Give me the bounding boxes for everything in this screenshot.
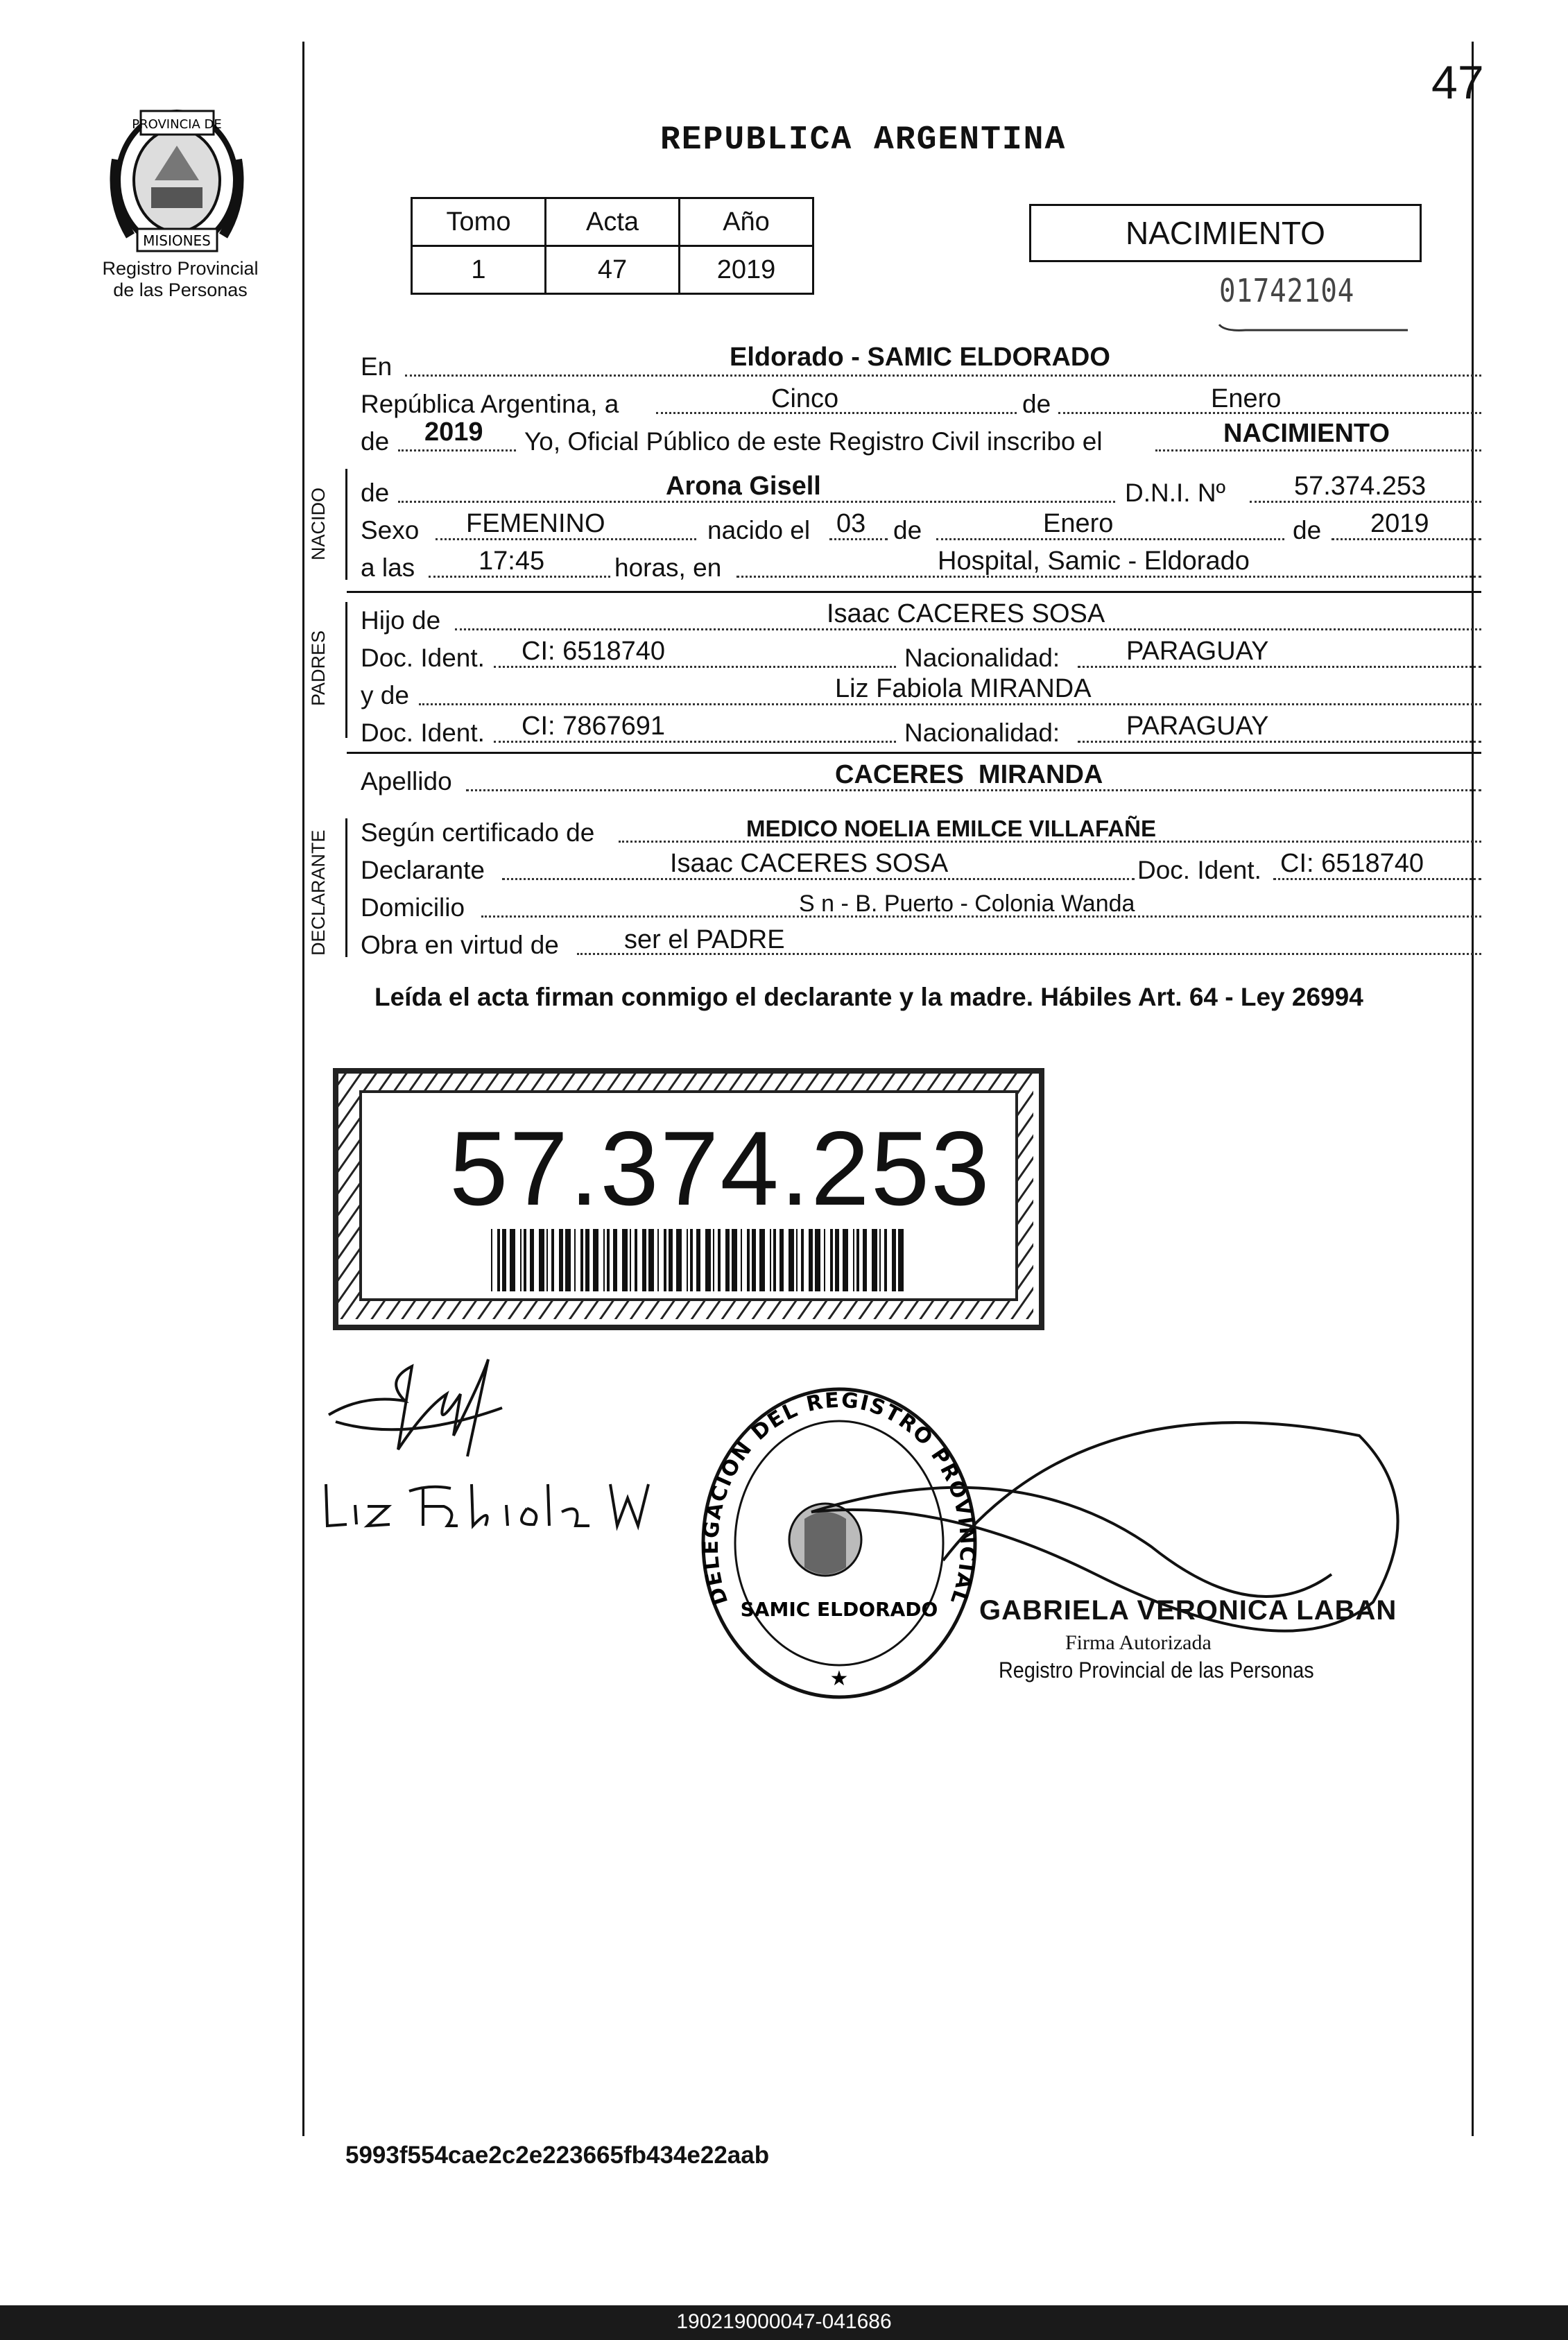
barcode-bar (898, 1229, 904, 1291)
barcode-bar (892, 1229, 896, 1291)
barcode-bar (497, 1229, 500, 1291)
mother-doc-value: CI: 7867691 (522, 712, 666, 741)
logo-caption-line1: Registro Provincial (102, 258, 259, 279)
record-type-box: NACIMIENTO (1029, 204, 1422, 262)
logo-caption-line2: de las Personas (113, 279, 248, 300)
de-label: de (893, 516, 922, 544)
barcode-bar (546, 1229, 548, 1291)
barcode-bar (705, 1229, 711, 1291)
certificado-label: Según certificado de (361, 818, 595, 847)
section-bracket (345, 469, 347, 580)
doc-ident-label: Doc. Ident. (361, 719, 485, 747)
barcode-bar (622, 1229, 628, 1291)
registry-table-cell: 2019 (680, 246, 813, 294)
section-divider (347, 591, 1481, 593)
inscribed-value: NACIMIENTO (1223, 419, 1390, 448)
barcode-bar (539, 1229, 544, 1291)
obra-value: ser el PADRE (624, 925, 785, 954)
birth-month-value: Enero (1043, 509, 1114, 538)
barcode-bar (613, 1229, 617, 1291)
birth-place-value: Hospital, Samic - Eldorado (938, 547, 1250, 576)
section-bracket (345, 818, 347, 957)
barcode-bar (669, 1229, 673, 1291)
serial-underline (1218, 323, 1409, 333)
mother-name-value: Liz Fabiola MIRANDA (835, 674, 1092, 703)
nacionalidad-label: Nacionalidad: (904, 644, 1060, 672)
barcode-bar (856, 1229, 859, 1291)
doc-ident-label: Doc. Ident. (361, 644, 485, 672)
barcode-bar (863, 1229, 867, 1291)
svg-text:DELEGACION DEL REGISTRO PROVIN: DELEGACION DEL REGISTRO PROVINCIAL (698, 1388, 980, 1609)
barcode-bar (559, 1229, 563, 1291)
father-name-value: Isaac CACERES SOSA (827, 599, 1105, 628)
father-doc-value: CI: 6518740 (522, 637, 666, 666)
legal-note: Leída el acta firman conmigo el declarante y la madre. Hábiles Art. 64 - Ley 26994 (374, 983, 1363, 1011)
document-hash: 5993f554cae2c2e223665fb434e22aab (345, 2142, 770, 2169)
barcode-bar (779, 1229, 784, 1291)
section-bracket (345, 602, 347, 738)
horas-label: horas, en (614, 553, 722, 582)
sexo-value: FEMENINO (466, 509, 605, 538)
page-title: REPUBLICA ARGENTINA (660, 121, 1067, 159)
de-label: de (361, 479, 390, 507)
section-label-declarante: DECLARANTE (308, 829, 329, 956)
registry-table-header: Año (680, 198, 813, 246)
barcode-bar (510, 1229, 515, 1291)
barcode-bar (520, 1229, 522, 1291)
barcode-bar (872, 1229, 877, 1291)
logo-caption (69, 258, 291, 301)
registry-table (411, 197, 814, 295)
father-signature (322, 1352, 516, 1470)
de-label: de (361, 427, 390, 456)
birth-time-value: 17:45 (479, 547, 545, 576)
barcode-bar (801, 1229, 804, 1291)
barcode-bar (630, 1229, 631, 1291)
svg-text:MISIONES: MISIONES (143, 232, 211, 249)
official-office: Registro Provincial de las Personas (999, 1658, 1314, 1683)
barcode-bar (713, 1229, 714, 1291)
nacido-el-label: nacido el (707, 516, 811, 544)
barcode-bar (747, 1229, 750, 1291)
barcode-bar (585, 1229, 589, 1291)
de-label: de (1293, 516, 1322, 544)
place-value: Eldorado - SAMIC ELDORADO (730, 343, 1110, 372)
barcode-bar (607, 1229, 610, 1291)
serial-number: 01742104 (1219, 272, 1355, 309)
dotted-line (405, 375, 1481, 377)
dni-barcode (491, 1229, 910, 1291)
page-number: 47 (1431, 56, 1484, 109)
barcode-bar (603, 1229, 605, 1291)
sexo-label: Sexo (361, 516, 420, 544)
child-name-value: Arona Gisell (666, 472, 821, 501)
barcode-bar (809, 1229, 813, 1291)
barcode-bar (796, 1229, 798, 1291)
section-divider (347, 752, 1481, 754)
certificado-value: MEDICO NOELIA EMILCE VILLAFAÑE (746, 816, 1156, 841)
month-value: Enero (1211, 384, 1282, 413)
barcode-bar (657, 1229, 659, 1291)
barcode-bar (725, 1229, 730, 1291)
hijo-label: Hijo de (361, 606, 441, 635)
barcode-bar (551, 1229, 554, 1291)
left-margin-line (302, 42, 304, 2136)
dni-label: D.N.I. Nº (1125, 479, 1226, 507)
barcode-bar (687, 1229, 688, 1291)
official-name: GABRIELA VERONICA LABAN (979, 1595, 1397, 1626)
barcode-bar (530, 1229, 534, 1291)
y-de-label: y de (361, 681, 409, 709)
barcode-bar (690, 1229, 693, 1291)
barcode-bar (843, 1229, 848, 1291)
svg-text:SAMIC ELDORADO: SAMIC ELDORADO (740, 1598, 938, 1621)
barcode-bar (664, 1229, 666, 1291)
svg-text:★: ★ (829, 1667, 849, 1691)
mother-signature (319, 1463, 666, 1540)
barcode-bar (696, 1229, 700, 1291)
barcode-bar (759, 1229, 765, 1291)
barcode-bar (741, 1229, 742, 1291)
apellido-label: Apellido (361, 767, 452, 795)
barcode-bar (853, 1229, 854, 1291)
oficial-text: Yo, Oficial Público de este Registro Civil inscribo el (524, 427, 1103, 456)
right-margin-line (1472, 42, 1474, 2136)
barcode-bar (732, 1229, 737, 1291)
barcode-bar (770, 1229, 771, 1291)
obra-label: Obra en virtud de (361, 931, 559, 959)
barcode-bar (830, 1229, 833, 1291)
barcode-bar (824, 1229, 825, 1291)
barcode-bar (752, 1229, 756, 1291)
republica-label: República Argentina, a (361, 390, 619, 418)
registry-table-header-row (412, 198, 813, 246)
father-nationality-value: PARAGUAY (1126, 637, 1269, 666)
barcode-bar (580, 1229, 583, 1291)
section-label-padres: PADRES (308, 630, 329, 706)
year-value: 2019 (424, 418, 483, 447)
section-label-nacido: NACIDO (308, 487, 329, 560)
barcode-bar (565, 1229, 571, 1291)
barcode-bar (502, 1229, 506, 1291)
provincial-seal-logo (103, 97, 252, 257)
barcode-bar (773, 1229, 776, 1291)
barcode-bar (884, 1229, 887, 1291)
domicilio-value: S n - B. Puerto - Colonia Wanda (799, 891, 1135, 917)
barcode-bar (491, 1229, 492, 1291)
barcode-bar (635, 1229, 637, 1291)
dni-sticker-number: 57.374.253 (449, 1110, 991, 1228)
dotted-line (398, 449, 516, 451)
bottom-code: 190219000047-041686 (676, 2310, 892, 2333)
registry-table-value-row (412, 246, 813, 294)
declarante-doc-value: CI: 6518740 (1280, 849, 1424, 878)
mother-nationality-value: PARAGUAY (1126, 712, 1269, 741)
barcode-bar (642, 1229, 646, 1291)
barcode-bar (815, 1229, 820, 1291)
child-dni-value: 57.374.253 (1294, 472, 1427, 501)
apellido-value: CACERES MIRANDA (835, 760, 1103, 789)
barcode-bar (835, 1229, 839, 1291)
a-las-label: a las (361, 553, 415, 582)
registry-table-cell: 1 (412, 246, 546, 294)
barcode-bar (718, 1229, 721, 1291)
barcode-bar (789, 1229, 794, 1291)
day-word-value: Cinco (771, 384, 839, 413)
en-label: En (361, 352, 393, 381)
barcode-bar (879, 1229, 881, 1291)
nacionalidad-label: Nacionalidad: (904, 719, 1060, 747)
birth-year-value: 2019 (1370, 509, 1429, 538)
barcode-bar (574, 1229, 576, 1291)
barcode-bar (593, 1229, 598, 1291)
doc-ident-label: Doc. Ident. (1137, 856, 1261, 884)
registry-table-header: Acta (546, 198, 680, 246)
de-label: de (1022, 390, 1051, 418)
official-role: Firma Autorizada (1065, 1631, 1212, 1654)
svg-text:PROVINCIA DE: PROVINCIA DE (132, 117, 222, 132)
registry-table-header: Tomo (412, 198, 546, 246)
barcode-bar (524, 1229, 526, 1291)
registry-table-cell: 47 (546, 246, 680, 294)
barcode-bar (676, 1229, 682, 1291)
dotted-line (1155, 449, 1481, 451)
barcode-bar (648, 1229, 654, 1291)
domicilio-label: Domicilio (361, 893, 465, 922)
declarante-label: Declarante (361, 856, 485, 884)
declarante-value: Isaac CACERES SOSA (670, 849, 949, 878)
birth-day-value: 03 (836, 509, 866, 538)
